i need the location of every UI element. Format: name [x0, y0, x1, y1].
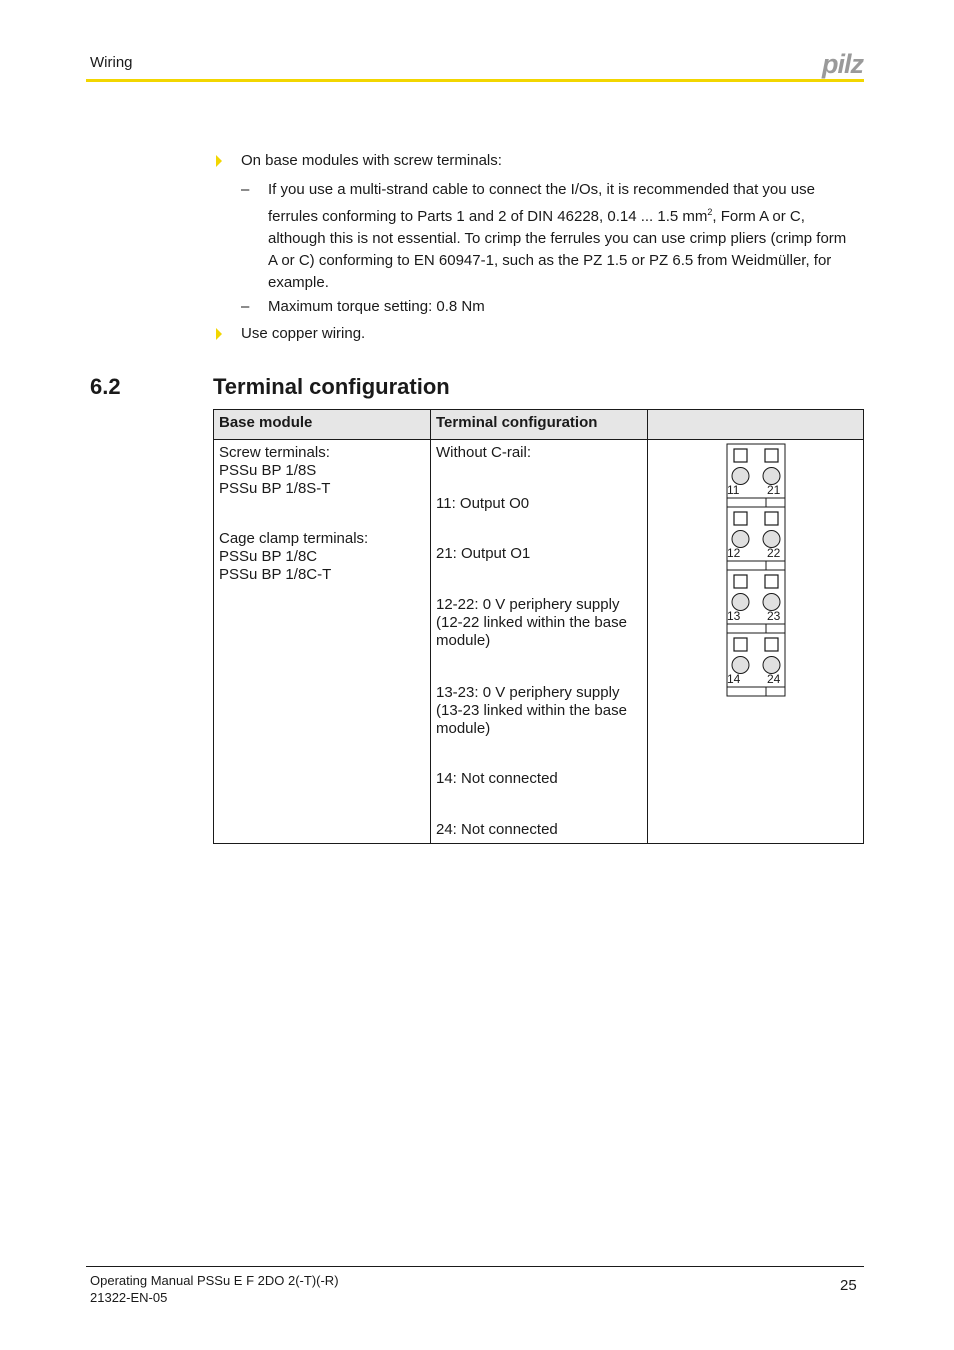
cage-module-1: PSSu BP 1/8C: [219, 548, 318, 565]
footer-rule: [86, 1266, 864, 1267]
terminal-label: 14: [727, 672, 741, 686]
config-line: (13-23 linked within the base: [436, 702, 627, 719]
terminal-label: 12: [727, 546, 741, 560]
header-base-module: Base module: [214, 410, 431, 440]
config-line: 11: Output O0: [436, 495, 530, 512]
clamp-opening-icon: [734, 575, 747, 588]
bullet-triangle-icon: [216, 155, 222, 167]
clamp-opening-icon: [765, 449, 778, 462]
screw-head-icon: [763, 468, 780, 485]
cage-module-2: PSSu BP 1/8C-T: [219, 566, 332, 583]
dash-marker: –: [241, 181, 250, 198]
screw-head-icon: [763, 657, 780, 674]
config-line: 12-22: 0 V periphery supply: [436, 596, 620, 613]
config-line: 21: Output O1: [436, 545, 531, 562]
cage-label: Cage clamp terminals:: [219, 530, 369, 547]
config-line: 13-23: 0 V periphery supply: [436, 684, 620, 701]
header-rule: [86, 79, 864, 82]
terminal-label: 11: [727, 483, 740, 497]
terminal-block-diagram: [726, 443, 788, 705]
section-number: 6.2: [90, 374, 121, 399]
bullet-triangle-icon: [216, 328, 222, 340]
screw-head-icon: [763, 531, 780, 548]
dash-marker: –: [241, 298, 250, 315]
running-header-section: Wiring: [90, 54, 133, 71]
config-line: 24: Not connected: [436, 821, 558, 838]
screw-head-icon: [732, 657, 749, 674]
footer-manual-title: Operating Manual PSSu E F 2DO 2(-T)(-R): [90, 1273, 339, 1288]
screw-label: Screw terminals:: [219, 444, 330, 461]
cell-base-module: [214, 440, 431, 844]
clamp-opening-icon: [734, 512, 747, 525]
screw-module-1: PSSu BP 1/8S: [219, 462, 317, 479]
terminal-label: 13: [727, 609, 741, 623]
section-title: Terminal configuration: [213, 374, 450, 399]
config-line: Without C-rail:: [436, 444, 532, 461]
dash-text-part: , Form A or C, although this is not essential. To crimp the ferrules you can use crimp pliers (crimp form A or C) conforming to EN 60947-1, such as the PZ 1.5 or PZ 6.5 from Weidmüller, for example.: [268, 208, 847, 291]
screw-head-icon: [732, 594, 749, 611]
terminal-label: 23: [767, 609, 781, 623]
dash-text: [268, 179, 858, 294]
cell-terminal-configuration: [431, 440, 648, 844]
config-line: module): [436, 720, 491, 737]
screw-head-icon: [732, 468, 749, 485]
dash-text: Maximum torque setting: 0.8 Nm: [268, 298, 485, 315]
table-header-row: [214, 410, 864, 440]
screw-module-2: PSSu BP 1/8S-T: [219, 480, 331, 497]
screw-head-icon: [763, 594, 780, 611]
footer-doc-number: 21322-EN-05: [90, 1290, 168, 1305]
terminal-label: 24: [767, 672, 781, 686]
clamp-opening-icon: [765, 575, 778, 588]
terminal-label: 21: [767, 483, 781, 497]
header-terminal-configuration: Terminal configuration: [431, 410, 648, 440]
screw-head-icon: [732, 531, 749, 548]
clamp-opening-icon: [765, 638, 778, 651]
header-diagram: [648, 410, 864, 440]
dash-text-part: If you use a multi-strand cable to connect the I/Os, it is recommended that you use ferrules conforming to Parts 1 and 2 of DIN 46228, 0.14 ... 1.5 mm: [268, 181, 815, 225]
clamp-opening-icon: [734, 638, 747, 651]
clamp-opening-icon: [734, 449, 747, 462]
page-number: 25: [840, 1277, 857, 1294]
pilz-logo: pilz: [822, 49, 863, 79]
config-line: module): [436, 632, 491, 649]
clamp-opening-icon: [765, 512, 778, 525]
bullet-text: On base modules with screw terminals:: [241, 152, 502, 169]
bullet-text: Use copper wiring.: [241, 325, 366, 342]
superscript: 2: [707, 207, 713, 217]
config-line: 14: Not connected: [436, 770, 558, 787]
config-line: (12-22 linked within the base: [436, 614, 627, 631]
terminal-label: 22: [767, 546, 781, 560]
